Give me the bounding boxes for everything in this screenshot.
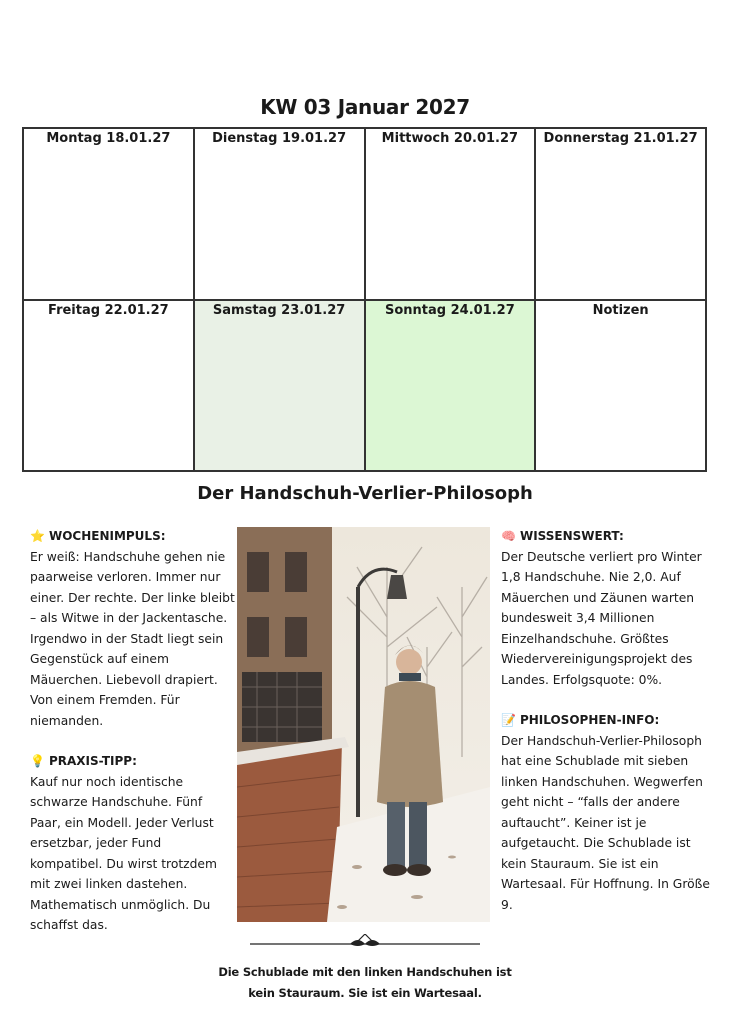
right-text-column: [501, 526, 711, 935]
wissenswert-heading: [501, 526, 711, 547]
day-cell-thursday[interactable]: Donnerstag 21.01.27: [535, 128, 706, 300]
day-cell-friday[interactable]: Freitag 22.01.27: [23, 300, 194, 472]
wissenswert-text: Der Deutsche verliert pro Winter 1,8 Handschuhe. Nie 2,0. Auf Mäuerchen und Zäunen warten bundesweit 3,4 Millionen Einzelhandschuhe. Größtes Wiedervereinigungsprojekt des Landes. Erfolgsquote: 0%.: [501, 549, 702, 687]
ornamental-divider: [250, 934, 480, 952]
philosopher-illustration: [237, 527, 490, 922]
quote-line-1: Die Schublade mit den linken Handschuhen ist: [218, 965, 512, 979]
philosophen-info-heading: [501, 710, 711, 731]
wochenimpuls-heading: [30, 526, 235, 547]
brain-icon: 🧠: [501, 529, 516, 543]
praxis-tipp-title: PRAXIS-TIPP:: [48, 754, 137, 768]
page-title: Der Handschuh-Verlier-Philosoph: [197, 483, 533, 504]
quote-line-2: kein Stauraum. Sie ist ein Wartesaal.: [248, 986, 482, 1000]
praxis-tipp-text: Kauf nur noch identische schwarze Handschuhe. Fünf Paar, ein Modell. Jeder Verlust ersetzbar, jeder Fund kompatibel. Du wirst trotzdem mit zwei linken dastehen. Mathematisch unmöglich. Du schaffst das.: [30, 774, 217, 932]
praxis-tipp-heading: [30, 751, 235, 772]
wochenimpuls-text: Er weiß: Handschuhe gehen nie paarweise verloren. Immer nur einer. Der rechte. Der linke bleibt – als Witwe in der Jackentasche. Irgendwo in der Stadt liegt sein Gegenstück auf einem Mäuerchen. Liebevoll drapiert. Von einem Fremden. Für niemanden.: [30, 549, 235, 728]
week-title: KW 03 Januar 2027: [260, 95, 470, 119]
notes-cell[interactable]: Notizen: [535, 300, 706, 472]
day-cell-tuesday[interactable]: Dienstag 19.01.27: [194, 128, 365, 300]
wochenimpuls-title: WOCHENIMPULS:: [48, 529, 166, 543]
philosophen-info-title: PHILOSOPHEN-INFO:: [519, 713, 660, 727]
day-cell-sunday[interactable]: Sonntag 24.01.27: [365, 300, 536, 472]
wissenswert-title: WISSENSWERT:: [519, 529, 624, 543]
day-cell-monday[interactable]: Montag 18.01.27: [23, 128, 194, 300]
lightbulb-icon: 💡: [30, 754, 45, 768]
week-calendar-grid: [22, 127, 707, 472]
day-cell-saturday[interactable]: Samstag 23.01.27: [194, 300, 365, 472]
closing-quote: [200, 962, 530, 1004]
memo-icon: 📝: [501, 713, 516, 727]
philosophen-info-text: Der Handschuh-Verlier-Philosoph hat eine Schublade mit sieben linken Handschuhen. Wegwerfen geht nicht – “falls der andere auftaucht”. Keiner ist je aufgetaucht. Die Schublade ist kein Stauraum. Sie ist ein Wartesaal. Für Hoffnung. In Größe 9.: [501, 733, 710, 912]
day-cell-wednesday[interactable]: Mittwoch 20.01.27: [365, 128, 536, 300]
star-icon: ⭐: [30, 529, 45, 543]
left-text-column: [30, 526, 235, 956]
